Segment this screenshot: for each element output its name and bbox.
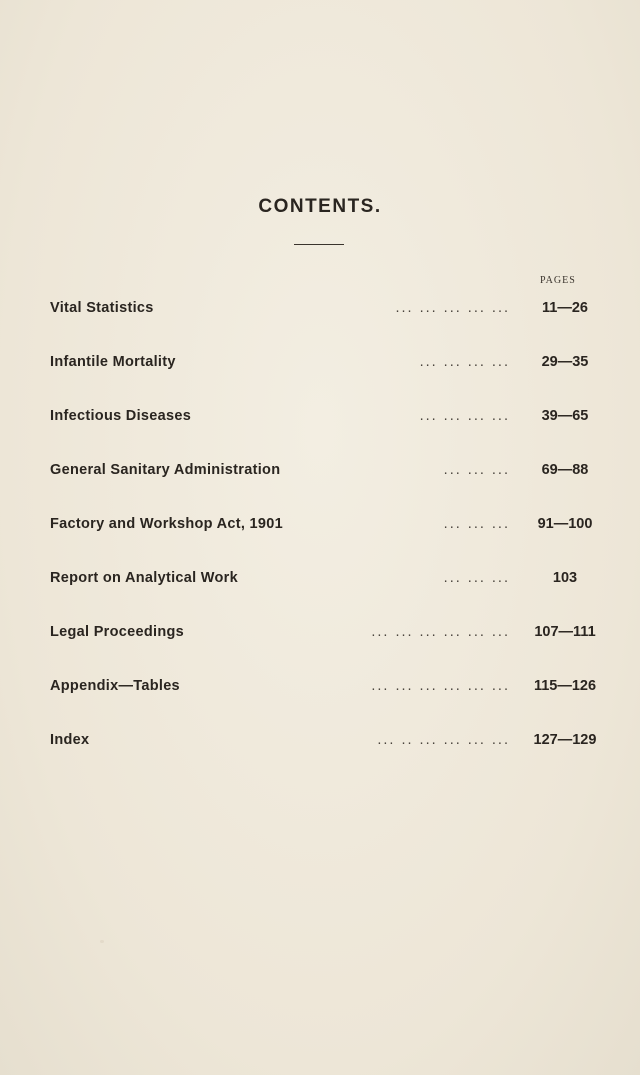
toc-entry-label: Report on Analytical Work: [50, 570, 238, 586]
title-divider: [294, 244, 344, 245]
toc-entry-label: Appendix—Tables: [50, 678, 180, 694]
toc-entry: [50, 300, 610, 354]
toc-leader-dots: ... ... ... ... ... ...: [371, 678, 510, 694]
toc-entry-label: General Sanitary Administration: [50, 462, 281, 478]
toc-entry-pages: 115—126: [533, 678, 597, 694]
toc-entry-pages: 127—129: [533, 732, 597, 748]
toc-entry-label: Vital Statistics: [50, 300, 154, 316]
toc-entry-pages: 69—88: [541, 462, 589, 478]
toc-entry-pages: 91—100: [537, 516, 593, 532]
page-title: CONTENTS.: [258, 196, 382, 217]
toc-entry-pages: 107—111: [534, 624, 596, 640]
toc-leader-dots: ... ... ... ...: [419, 354, 510, 370]
pages-column-heading: PAGES: [540, 275, 576, 286]
toc-entry-pages: 11—26: [542, 300, 588, 316]
toc-entry: [50, 516, 610, 570]
toc-entry: [50, 678, 610, 732]
toc-entry: [50, 570, 610, 624]
toc-leader-dots: ... ... ... ...: [419, 408, 510, 424]
toc-entry: [50, 354, 610, 408]
toc-entry-pages: 29—35: [541, 354, 589, 370]
toc-entry: [50, 408, 610, 462]
toc-entry: [50, 462, 610, 516]
toc-entry-label: Factory and Workshop Act, 1901: [50, 516, 284, 532]
toc-entry-label: Infantile Mortality: [50, 354, 176, 370]
table-of-contents: [50, 300, 610, 786]
toc-entry-label: Infectious Diseases: [50, 408, 192, 424]
toc-leader-dots: ... ... ... ... ... ...: [371, 624, 510, 640]
toc-entry-label: Index: [50, 732, 90, 748]
toc-leader-dots: ... ... ...: [443, 462, 510, 478]
toc-leader-dots: ... ... ...: [443, 570, 510, 586]
toc-leader-dots: ... ... ... ... ...: [395, 300, 510, 316]
toc-leader-dots: ... ... ...: [443, 516, 510, 532]
toc-leader-dots: ... .. ... ... ... ...: [377, 732, 510, 748]
toc-entry-label: Legal Proceedings: [50, 624, 185, 640]
toc-entry-pages: 103: [552, 570, 578, 586]
toc-entry: [50, 732, 610, 786]
toc-entry: [50, 624, 610, 678]
toc-entry-pages: 39—65: [541, 408, 589, 424]
paper-spot: [100, 940, 104, 943]
